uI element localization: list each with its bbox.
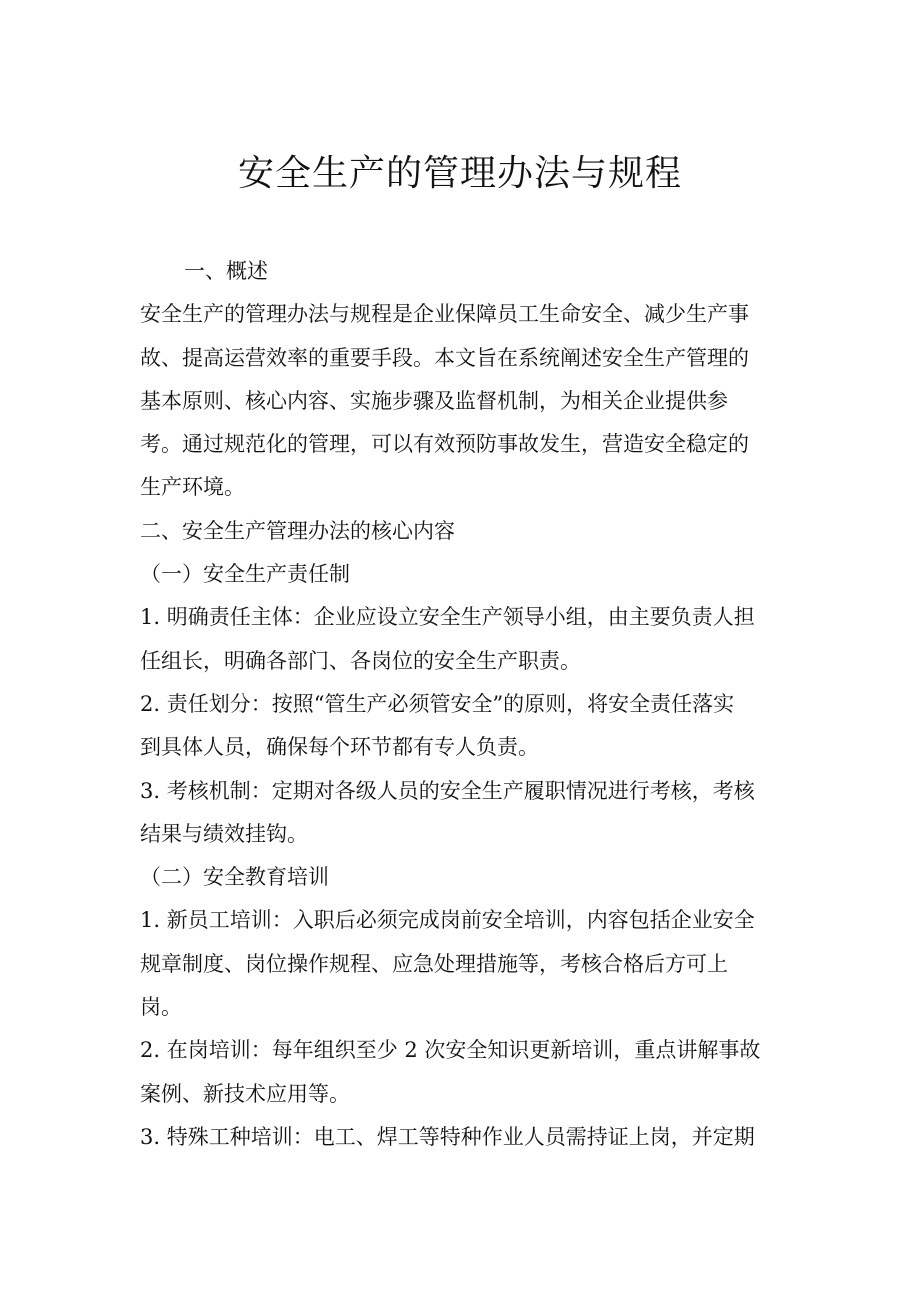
list-item-line: 2. 在岗培训：每年组织至少 2 次安全知识更新培训，重点讲解事故 — [140, 1038, 761, 1063]
list-item-line: 3. 考核机制：定期对各级人员的安全生产履职情况进行考核，考核 — [140, 778, 755, 803]
section-heading-core-content: 二、安全生产管理办法的核心内容 — [140, 518, 455, 543]
list-item-line: 案例、新技术应用等。 — [140, 1081, 350, 1106]
document-title: 安全生产的管理办法与规程 — [237, 153, 682, 194]
list-item-line: 规章制度、岗位操作规程、应急处理措施等，考核合格后方可上 — [140, 951, 728, 976]
paragraph-line: 基本原则、核心内容、实施步骤及监督机制，为相关企业提供参 — [140, 388, 728, 413]
paragraph-line: 生产环境。 — [140, 475, 245, 500]
subsection-heading-responsibility: （一）安全生产责任制 — [140, 562, 350, 587]
list-item-line: 结果与绩效挂钩。 — [140, 821, 308, 846]
list-item-line: 任组长，明确各部门、各岗位的安全生产职责。 — [140, 648, 581, 673]
subsection-heading-training: （二）安全教育培训 — [140, 865, 329, 890]
list-item-line: 1. 明确责任主体：企业应设立安全生产领导小组，由主要负责人担 — [140, 605, 755, 630]
list-item-line: 岗。 — [140, 995, 182, 1020]
list-item-line: 3. 特殊工种培训：电工、焊工等特种作业人员需持证上岗，并定期 — [140, 1124, 755, 1149]
list-item-line: 1. 新员工培训：入职后必须完成岗前安全培训，内容包括企业安全 — [140, 908, 755, 933]
list-item-line: 到具体人员，确保每个环节都有专人负责。 — [140, 735, 539, 760]
paragraph-line: 故、提高运营效率的重要手段。本文旨在系统阐述安全生产管理的 — [140, 345, 749, 370]
section-heading-overview: 一、概述 — [184, 259, 268, 283]
list-item-line: 2. 责任划分：按照“管生产必须管安全”的原则，将安全责任落实 — [140, 691, 735, 716]
document-body — [140, 250, 780, 1159]
paragraph-line: 考。通过规范化的管理，可以有效预防事故发生，营造安全稳定的 — [140, 432, 749, 457]
paragraph-line: 安全生产的管理办法与规程是企业保障员工生命安全、减少生产事 — [140, 302, 749, 327]
